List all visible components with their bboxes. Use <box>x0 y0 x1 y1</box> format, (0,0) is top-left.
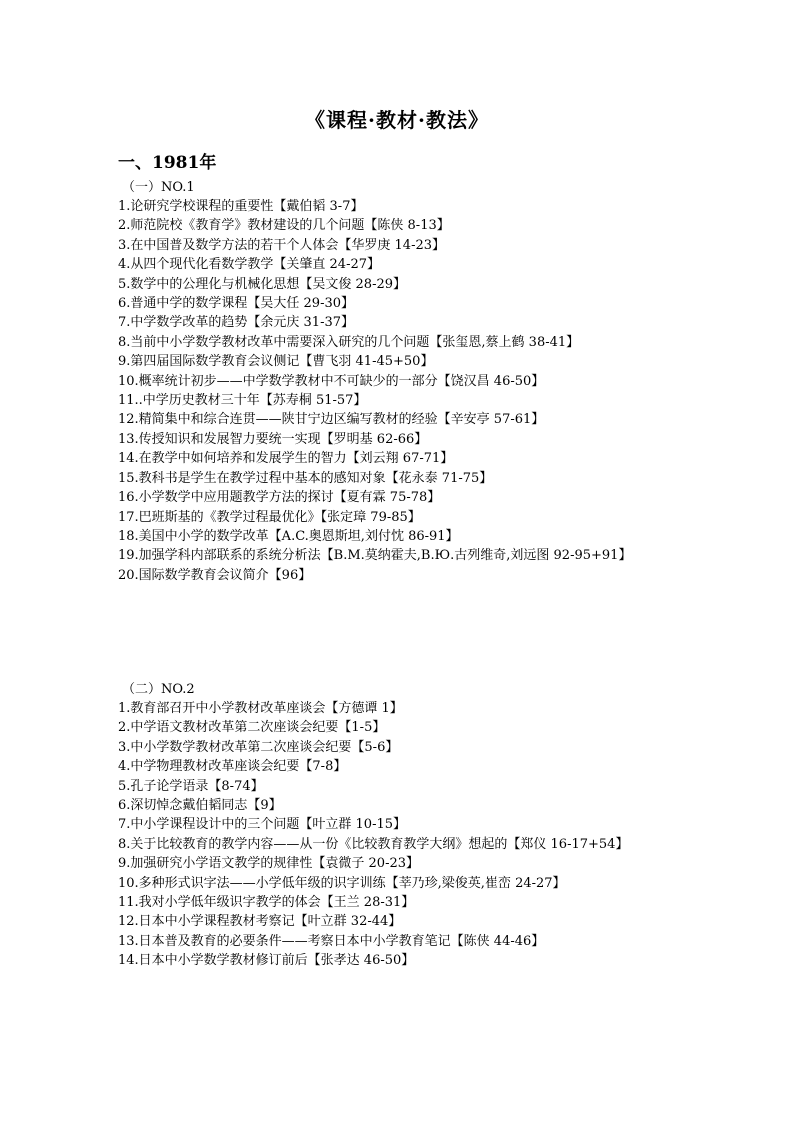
list-item: 7.中学数学改革的趋势【余元庆 31-37】 <box>118 315 355 331</box>
list-item: 14.在教学中如何培养和发展学生的智力【刘云翔 67-71】 <box>118 451 454 467</box>
list-item: 15.教科书是学生在教学过程中基本的感知对象【花永泰 71-75】 <box>118 470 493 486</box>
list-item: 2.中学语文教材改革第二次座谈会纪要【1-5】 <box>118 720 386 736</box>
list-item: 4.从四个现代化看数学教学【关肇直 24-27】 <box>118 257 381 273</box>
issue-section-2 <box>118 680 698 971</box>
list-item: 6.普通中学的数学课程【吴大任 29-30】 <box>118 296 355 312</box>
list-item: 5.数学中的公理化与机械化思想【吴文俊 28-29】 <box>118 276 407 292</box>
list-item: 9.第四届国际数学教育会议侧记【曹飞羽 41-45+50】 <box>118 354 434 370</box>
list-item: 17.巴班斯基的《教学过程最优化》【张定璋 79-85】 <box>118 509 421 525</box>
list-item: 10.多种形式识字法——小学低年级的识字训练【莘乃珍,梁俊英,崔峦 24-27】 <box>118 875 566 891</box>
article-list <box>118 699 698 971</box>
issue-label: （一）NO.1 <box>122 180 195 195</box>
list-item: 4.中学物理教材改革座谈会纪要【7-8】 <box>118 759 347 775</box>
list-item: 16.小学数学中应用题教学方法的探讨【夏有霖 75-78】 <box>118 490 441 506</box>
list-item: 13.传授知识和发展智力要统一实现【罗明基 62-66】 <box>118 431 428 447</box>
list-item: 3.在中国普及数学方法的若干个人体会【华罗庚 14-23】 <box>118 237 446 253</box>
list-item: 10.概率统计初步——中学数学教材中不可缺少的一部分【饶汉昌 46-50】 <box>118 373 545 389</box>
list-item: 6.深切悼念戴伯韬同志【9】 <box>118 798 282 814</box>
issue-section-1 <box>118 178 698 585</box>
list-item: 13.日本普及教育的必要条件——考察日本中小学教育笔记【陈侠 44-46】 <box>118 933 545 949</box>
list-item: 19.加强学科内部联系的系统分析法【В.М.莫纳霍夫,В.Ю.古列维奇,刘远图 92-95+91】 <box>118 548 632 564</box>
list-item: 1.论研究学校课程的重要性【戴伯韬 3-7】 <box>118 199 364 214</box>
list-item: 20.国际数学教育会议简介【96】 <box>118 567 312 583</box>
list-item: 12.日本中小学课程教材考察记【叶立群 32-44】 <box>118 914 402 930</box>
document-title: 《课程·教材·教法》 <box>305 108 489 132</box>
list-item: 8.关于比较教育的教学内容——从一份《比较教育教学大纲》想起的【郑仪 16-17+54】 <box>118 836 629 852</box>
list-item: 9.加强研究小学语文教学的规律性【袁微子 20-23】 <box>118 856 420 872</box>
issue-label: （二）NO.2 <box>122 682 195 697</box>
list-item: 1.教育部召开中小学教材改革座谈会【方德谭 1】 <box>118 701 403 716</box>
list-item: 8.当前中小学数学教材改革中需要深入研究的几个问题【张玺恩,蔡上鹤 38-41】 <box>118 334 580 350</box>
list-item: 5.孔子论学语录【8-74】 <box>118 778 264 794</box>
list-item: 11.我对小学低年级识字教学的体会【王兰 28-31】 <box>118 895 415 911</box>
list-item: 18.美国中小学的数学改革【A.C.奥恩斯坦,刘付忱 86-91】 <box>118 528 459 544</box>
list-item: 14.日本中小学数学教材修订前后【张孝达 46-50】 <box>118 953 415 969</box>
list-item: 3.中小学数学教材改革第二次座谈会纪要【5-6】 <box>118 739 399 755</box>
list-item: 11..中学历史教材三十年【苏寿桐 51-57】 <box>118 393 367 409</box>
article-list <box>118 197 698 585</box>
list-item: 2.师范院校《教育学》教材建设的几个问题【陈侠 8-13】 <box>118 218 450 234</box>
year-heading: 一、1981年 <box>118 153 217 173</box>
list-item: 12.精简集中和综合连贯——陕甘宁边区编写教材的经验【辛安亭 57-61】 <box>118 412 545 428</box>
list-item: 7.中小学课程设计中的三个问题【叶立群 10-15】 <box>118 817 407 833</box>
